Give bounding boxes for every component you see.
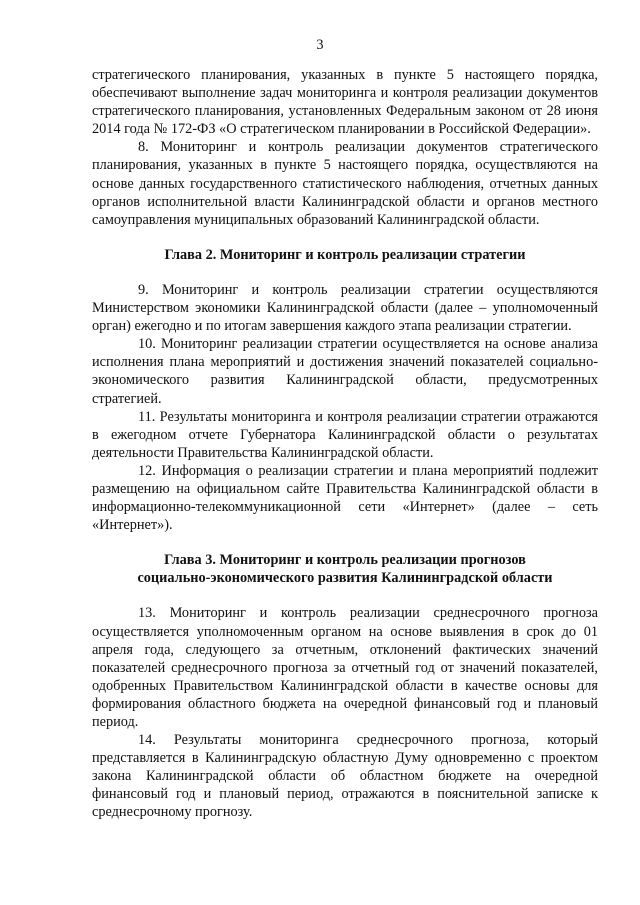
paragraph-10: 10. Мониторинг реализации стратегии осуществляется на основе анализа исполнения плана мероприятий и достижения значений показателей социально-экономического развития Калининградской области, предусмотренных стратегией. bbox=[92, 336, 598, 407]
document-body bbox=[92, 66, 598, 822]
paragraph-continuation: стратегического планирования, указанных в пункте 5 настоящего порядка, обеспечивают выполнение задач мониторинга и контроля реализации документов стратегического планирования, установленных Федеральным законом от 28 июня 2014 года № 172-ФЗ «О стратегическом планировании в Российской Федерации». bbox=[92, 67, 598, 138]
page-number: 3 bbox=[316, 37, 324, 53]
paragraph-13: 13. Мониторинг и контроль реализации среднесрочного прогноза осуществляется уполномоченным органом на основе выявления в срок до 01 апреля года, следующего за отчетным, отклонений фактических значений показателей среднесрочного прогноза за отчетный год от значений показателей, одобренных Правительством Калининградской области в качестве основы для формирования областного бюджета на очередной финансовый год и плановый период. bbox=[92, 605, 598, 730]
paragraph-12: 12. Информация о реализации стратегии и плана мероприятий подлежит размещению на официальном сайте Правительства Калининградской области в информационно-телекоммуникационной сети «Интернет» (далее – сеть «Интернет»). bbox=[92, 462, 598, 534]
paragraph-8: 8. Мониторинг и контроль реализации документов стратегического планирования, указанных в пункте 5 настоящего порядка, осуществляются на основе данных государственного статистического наблюдения, отчетных данных органов исполнительной власти Калининградской области и органов местного самоуправления муниципальных образований Калининградской области. bbox=[92, 139, 598, 228]
chapter-3-heading bbox=[92, 551, 598, 587]
paragraph-14: 14. Результаты мониторинга среднесрочного прогноза, который представляется в Калининградскую областную Думу одновременно с проектом закона Калининградской области об областном бюджете на очередной финансовый год и плановый период, отражаются в пояснительной записке к среднесрочному прогнозу. bbox=[92, 732, 598, 821]
paragraph-11: 11. Результаты мониторинга и контроля реализации стратегии отражаются в ежегодном отчете Губернатора Калининградской области о результатах деятельности Правительства Калининградской области. bbox=[92, 408, 598, 461]
chapter-2-heading: Глава 2. Мониторинг и контроль реализации стратегии bbox=[164, 246, 526, 263]
chapter-3-heading-line-2: социально-экономического развития Калининградской области bbox=[137, 570, 553, 587]
chapter-3-heading-line-1: Глава 3. Мониторинг и контроль реализации прогнозов bbox=[164, 552, 526, 569]
paragraph-9: 9. Мониторинг и контроль реализации стратегии осуществляются Министерством экономики Калининградской области (далее – уполномоченный орган) ежегодно и по итогам завершения каждого этапа реализации стратегии. bbox=[92, 281, 598, 335]
